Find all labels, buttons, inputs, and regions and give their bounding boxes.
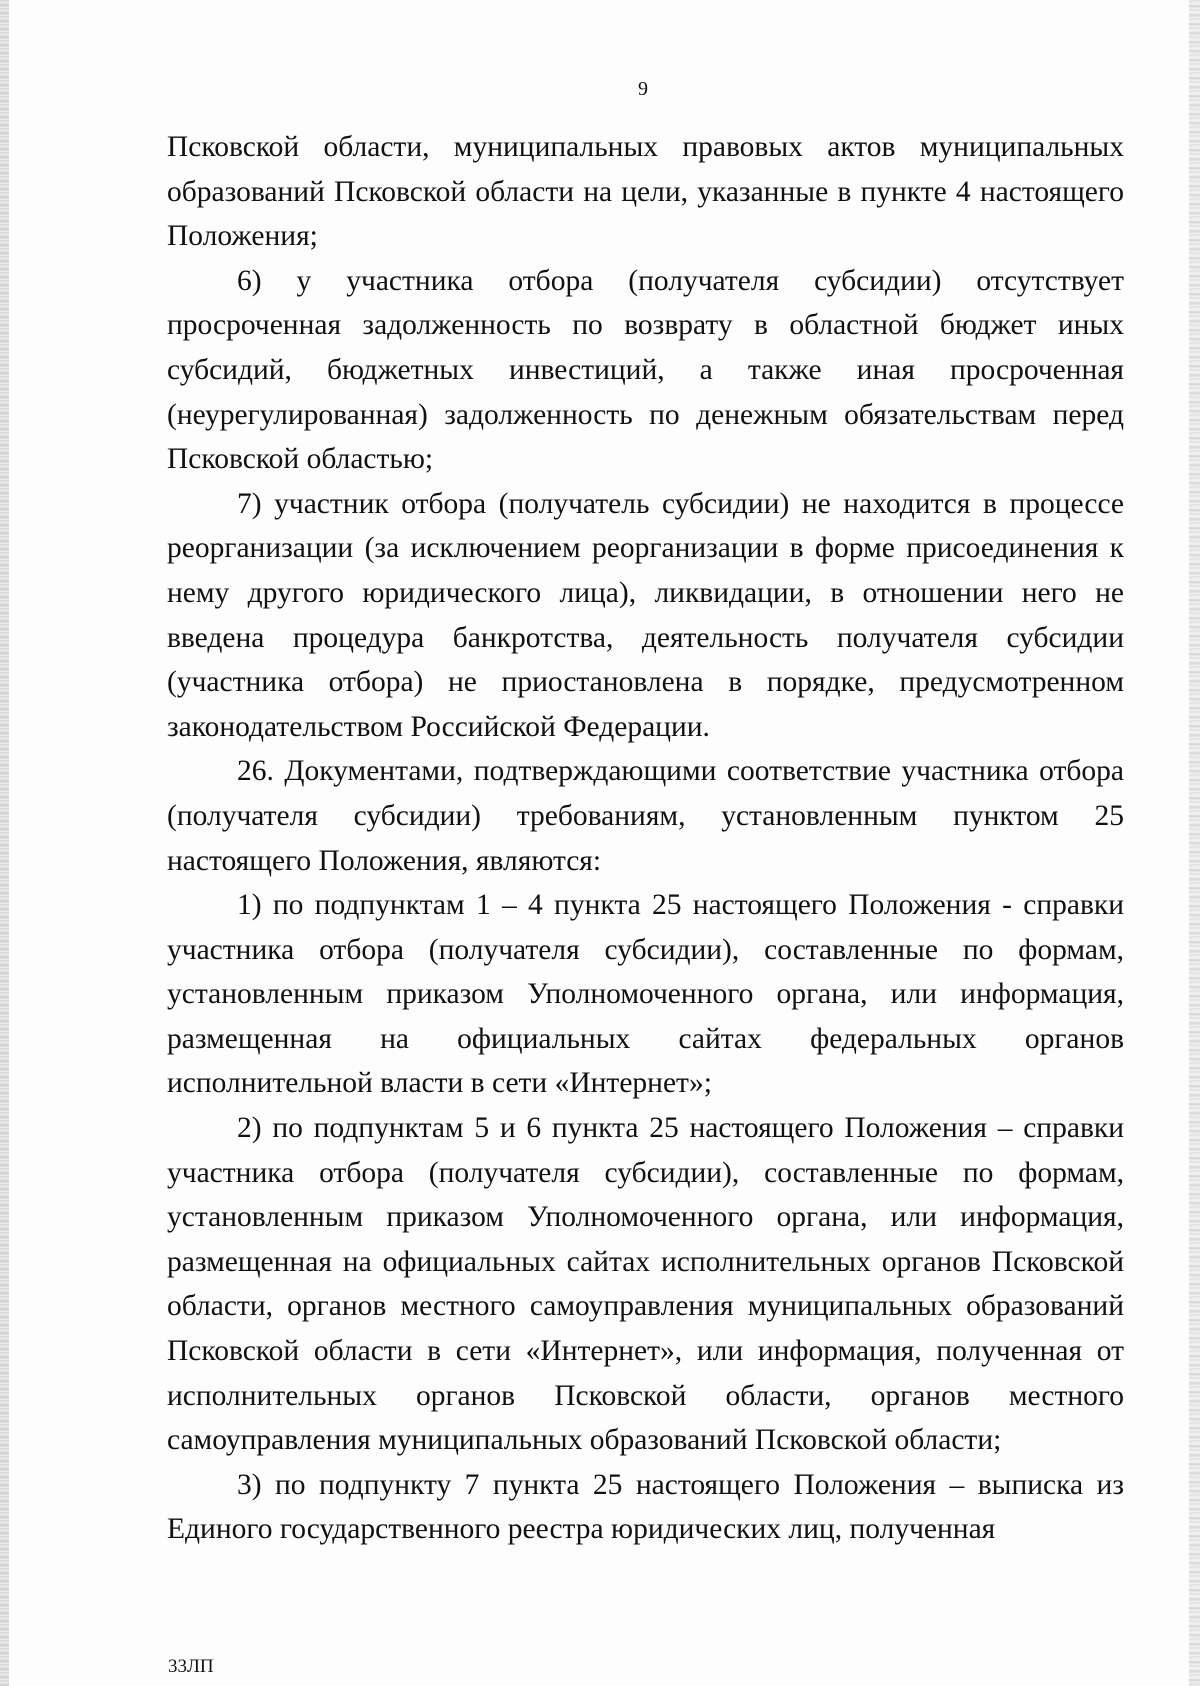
footer-code: 33ЛП xyxy=(168,1656,214,1677)
paragraph-continuation: Псковской области, муниципальных правовых актов муниципальных образований Псковской области на цели, указанные в пункте 4 настоящего Положения; xyxy=(167,131,1124,253)
paragraph-subitem-2: 2) по подпунктам 5 и 6 пункта 25 настоящего Положения – справки участника отбора (получателя субсидии), составленные по формам, установленным приказом Уполномоченного органа, или информация, размещенная на официальных сайтах исполнительных органов Псковской области, органов местного самоуправления муниципальных образований Псковской области в сети «Интернет», или информация, полученная от исполнительных органов Псковской области, органов местного самоуправления муниципальных образований Псковской области; xyxy=(167,1112,1124,1457)
paragraph-item-6: 6) у участника отбора (получателя субсидии) отсутствует просроченная задолженность по возврату в областной бюджет иных субсидий, бюджетных инвестиций, а также иная просроченная (неурегулированная) задолженность по денежным обязательствам перед Псковской областью; xyxy=(167,264,1124,476)
paragraph-item-7: 7) участник отбора (получатель субсидии) не находится в процессе реорганизации (за исключением реорганизации в форме присоединения к нему другого юридического лица), ликвидации, в отношении него не введена процедура банкротства, деятельность получателя субсидии (участника отбора) не приостановлена в порядке, предусмотренном законодательством Российской Федерации. xyxy=(167,487,1124,743)
scan-edge-left xyxy=(0,0,9,1686)
paragraph-subitem-3: 3) по подпункту 7 пункта 25 настоящего Положения – выписка из Единого государственного реестра юридических лиц, полученная xyxy=(167,1468,1124,1546)
paragraph-subitem-1: 1) по подпунктам 1 – 4 пункта 25 настоящего Положения - справки участника отбора (получателя субсидии), составленные по формам, установленным приказом Уполномоченного органа, или информация, размещенная на официальных сайтах федеральных органов исполнительной власти в сети «Интернет»; xyxy=(167,889,1124,1100)
page-number: 9 xyxy=(638,78,648,100)
document-body xyxy=(167,125,1124,1552)
paragraph-section-26: 26. Документами, подтверждающими соответствие участника отбора (получателя субсидии) требованиям, установленным пунктом 25 настоящего Положения, являются: xyxy=(167,755,1124,877)
scan-edge-right xyxy=(1189,0,1200,1686)
